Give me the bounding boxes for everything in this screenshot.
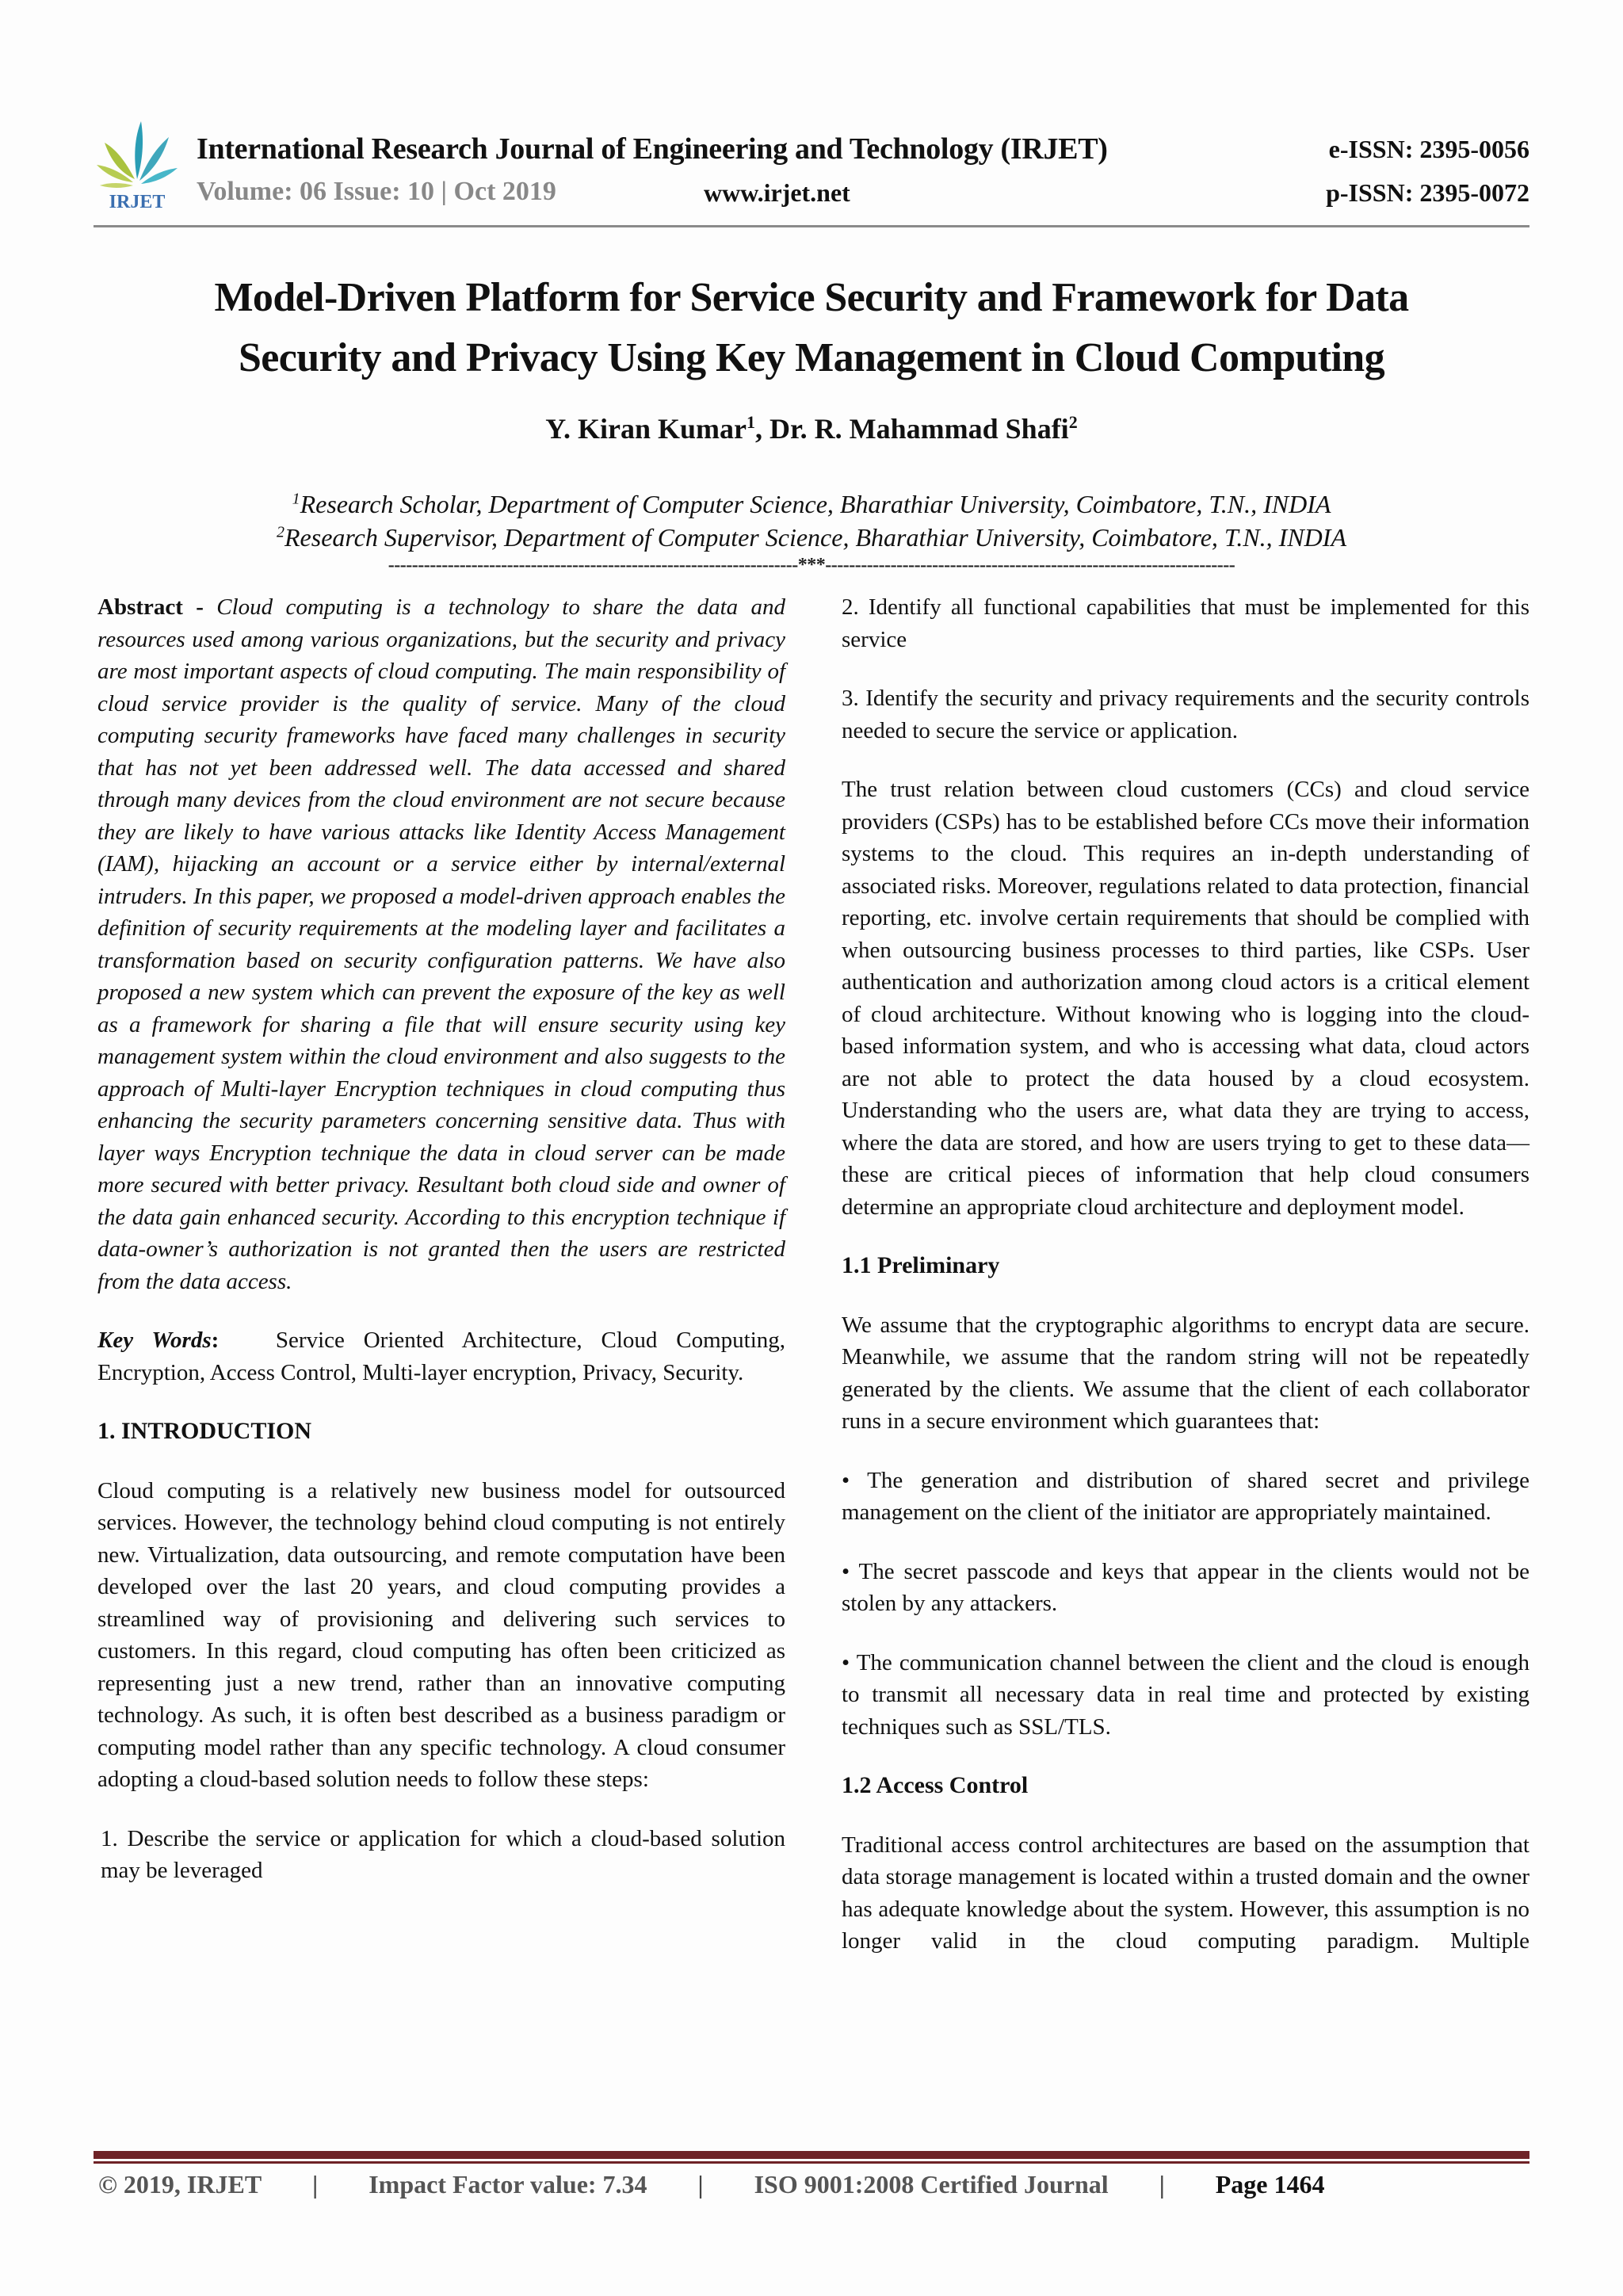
abstract-text: Cloud computing is a technology to share the data and resources used among various organizations, but the security and privacy are most important aspects of cloud computing. The main responsibility of cloud service provider is the quality of service. Many of the cloud computing security frameworks have faced many challenges in security that has not yet been addressed well. The data accessed and shared through many devices from the cloud environment are not secure because they are likely to have various attacks like Identity Access Management (IAM), hijacking an account or a service either by internal/external intruders. In this paper, we proposed a model-driven approach enables the definition of security requirements at the modeling layer and facilitates a transformation based on security configuration patterns. We have also proposed a new system which can prevent the exposure of the key as well as a framework for sharing a file that will ensure security using key management system within the cloud environment and also suggests to the approach of Multi-layer Encryption techniques in cloud computing thus enhancing the security parameters concerning sensitive data. Thus with layer ways Encryption technique the data in cloud server can be made more secured with better privacy. Resultant both cloud side and owner of the data gain enhanced security. According to this encryption technique if data-owner’s authorization is not granted then the users are restricted from the data access.	[97, 594, 785, 1294]
author-list	[79, 412, 1544, 445]
author-separator: ,	[754, 413, 769, 445]
section-heading-introduction: 1. INTRODUCTION	[97, 1418, 312, 1444]
footer-separator: |	[1159, 2170, 1165, 2199]
access-control-paragraph: Traditional access control architectures are based on the assumption that data storage management is located within a trusted domain and the owner has adequate knowledge about the system. However, this assumption is no longer valid in the cloud computing paradigm. Multiple	[842, 1832, 1529, 1954]
intro-paragraph: Cloud computing is a relatively new business model for outsourced services. However, the technology behind cloud computing is not entirely new. Virtualization, data outsourcing, and remote computation have been developed over the last 20 years, and cloud computing provides a streamlined way of provisioning and delivering such services to customers. In this regard, cloud computing has often been criticized as representing just a new trend, rather than an innovative computing technology. As such, it is often best described as a business paradigm or computing model rather than any specific technology. A cloud consumer adopting a cloud-based solution needs to follow these steps:	[97, 1477, 785, 1792]
title-line-2: Security and Privacy Using Key Management in Cloud Computing	[238, 335, 1385, 380]
footer-separator: |	[312, 2170, 319, 2199]
affiliation-text: Research Supervisor, Department of Computer Science, Bharathiar University, Coimbatore, T.N., INDIA	[285, 523, 1346, 552]
affiliation-text: Research Scholar, Department of Computer Science, Bharathiar University, Coimbatore, T.N., INDIA	[300, 490, 1331, 518]
abstract	[97, 591, 785, 1297]
right-column	[842, 591, 1529, 1985]
assumption-bullet: • The communication channel between the client and the cloud is enough to transmit all necessary data in real time and protected by existing techniques such as SSL/TLS.	[842, 1649, 1529, 1740]
author-name: Y. Kiran Kumar	[545, 413, 747, 445]
author-superscript: 1	[746, 412, 755, 432]
section-heading-preliminary: 1.1 Preliminary	[842, 1252, 1000, 1278]
paper-title	[79, 268, 1544, 388]
svg-text:IRJET: IRJET	[109, 192, 166, 212]
affiliation-superscript: 2	[277, 523, 285, 541]
page-footer	[94, 2170, 1529, 2199]
section-divider: ---------------------------------------------------------------------***---------------------------------------------------------------------	[388, 555, 1235, 575]
footer-iso: ISO 9001:2008 Certified Journal	[754, 2170, 1109, 2199]
abstract-label: Abstract -	[97, 594, 217, 620]
e-issn: e-ISSN: 2395-0056	[1328, 135, 1529, 163]
assumption-bullet: • The generation and distribution of shared secret and privilege management on the client of the initiator are appropriately maintained.	[842, 1467, 1529, 1525]
p-issn: p-ISSN: 2395-0072	[1326, 178, 1529, 207]
section-heading-access-control: 1.2 Access Control	[842, 1772, 1029, 1798]
journal-website-link[interactable]: www.irjet.net	[704, 178, 850, 207]
footer-bar-thin	[94, 2161, 1529, 2164]
footer-impact-factor: Impact Factor value: 7.34	[369, 2170, 647, 2199]
keywords-colon: :	[211, 1328, 220, 1353]
footer-bar	[94, 2151, 1529, 2159]
preliminary-paragraph: We assume that the cryptographic algorithms to encrypt data are secure. Meanwhile, we assume that the random string will not be repeatedly generated by the clients. We assume that the client of each collaborator runs in a secure environment which guarantees that:	[842, 1312, 1529, 1434]
keywords-text: Service Oriented Architecture, Cloud Computing, Encryption, Access Control, Multi-layer encryption, Privacy, Security.	[97, 1328, 785, 1385]
author-superscript: 2	[1068, 412, 1078, 432]
journal-name: International Research Journal of Engineering and Technology (IRJET)	[197, 132, 1108, 166]
keywords-label: Key Words	[97, 1328, 212, 1353]
affiliation-1	[79, 490, 1544, 519]
irjet-logo-icon	[94, 117, 181, 212]
title-line-1: Model-Driven Platform for Service Security and Framework for Data	[214, 275, 1409, 320]
assumption-bullet: • The secret passcode and keys that appear in the clients would not be stolen by any attackers.	[842, 1558, 1529, 1616]
footer-copyright: © 2019, IRJET	[98, 2170, 262, 2199]
trust-paragraph: The trust relation between cloud customers (CCs) and cloud service providers (CSPs) has to be established before CCs move their information systems to the cloud. This requires an in-depth understanding of associated risks. Moreover, regulations related to data protection, financial reporting, etc. involve certain requirements that should be complied with when outsourcing business processes to third parties, like CSPs. User authentication and authorization among cloud actors is a critical element of cloud architecture. Without knowing who is logging into the cloud-based information system, and who is accessing what data, cloud actors are not able to protect the data housed by a cloud ecosystem. Understanding who the users are, what data they are trying to access, where the data are stored, and how are users trying to get to these data—these are critical pieces of information that help cloud consumers determine an appropriate cloud architecture and deployment model.	[842, 777, 1529, 1220]
header-divider	[94, 225, 1529, 227]
step-2: 2. Identify all functional capabilities that must be implemented for this service	[842, 594, 1529, 652]
journal-header	[94, 117, 1529, 219]
affiliation-superscript: 1	[292, 490, 300, 508]
footer-separator: |	[697, 2170, 704, 2199]
volume-issue: Volume: 06 Issue: 10 | Oct 2019	[197, 177, 556, 206]
page-number: Page 1464	[1215, 2170, 1325, 2199]
affiliation-2	[79, 523, 1544, 552]
author-name: Dr. R. Mahammad Shafi	[769, 413, 1069, 445]
step-3: 3. Identify the security and privacy requirements and the security controls needed to secure the service or application.	[842, 686, 1529, 743]
step-1: 1. Describe the service or application for which a cloud-based solution may be leveraged	[101, 1825, 785, 1883]
left-column	[97, 591, 785, 1914]
keywords	[97, 1324, 785, 1389]
